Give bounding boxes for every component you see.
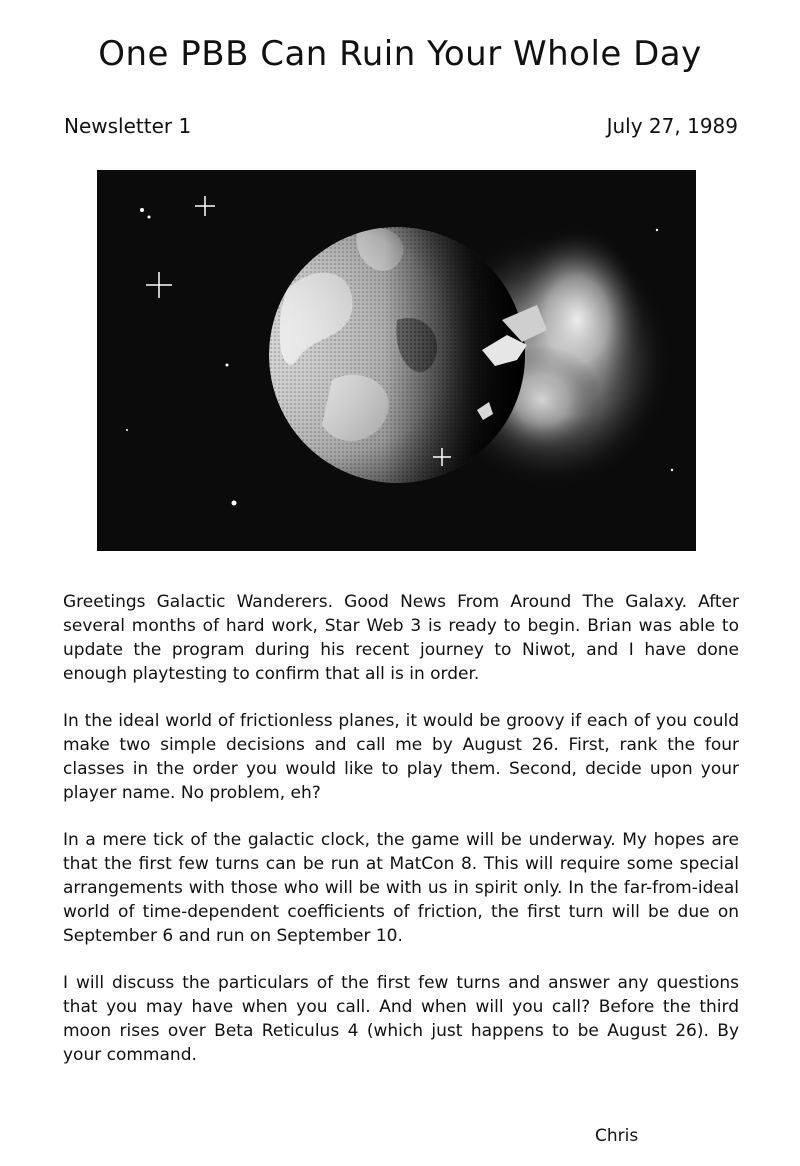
space-planet-illustration: [97, 170, 696, 551]
newsletter-issue: Newsletter 1: [64, 114, 192, 138]
newsletter-title: One PBB Can Ruin Your Whole Day: [98, 34, 702, 74]
newsletter-date: July 27, 1989: [606, 114, 738, 138]
paragraph-decisions: In the ideal world of frictionless planes, it would be groovy if each of you could make two simple decisions and call me by August 26. First, rank the four classes in the order you would like to play them. Second, decide upon your player name. No problem, eh?: [63, 711, 739, 803]
paragraph-greetings: Greetings Galactic Wanderers. Good News From Around The Galaxy. After several months of hard work, Star Web 3 is ready to begin. Brian was able to update the program during his recent journey to Niwot, and I have done enough playtesting to confirm that all is in order.: [63, 592, 739, 684]
paragraph-call: I will discuss the particulars of the first few turns and answer any questions that you may have when you call. And when will you call? Before the third moon rises over Beta Reticulus 4 (which just happens to be August 26). By your command.: [63, 973, 739, 1065]
newsletter-body: [63, 590, 739, 1090]
space-planet-icon: [97, 170, 696, 551]
paragraph-schedule: In a mere tick of the galactic clock, the game will be underway. My hopes are that the first few turns can be run at MatCon 8. This will require some special arrangements with those who will be with us in spirit only. In the far-from-ideal world of time-dependent coefficients of friction, the first turn will be due on September 6 and run on September 10.: [63, 830, 739, 946]
signature: Chris: [595, 1126, 639, 1146]
